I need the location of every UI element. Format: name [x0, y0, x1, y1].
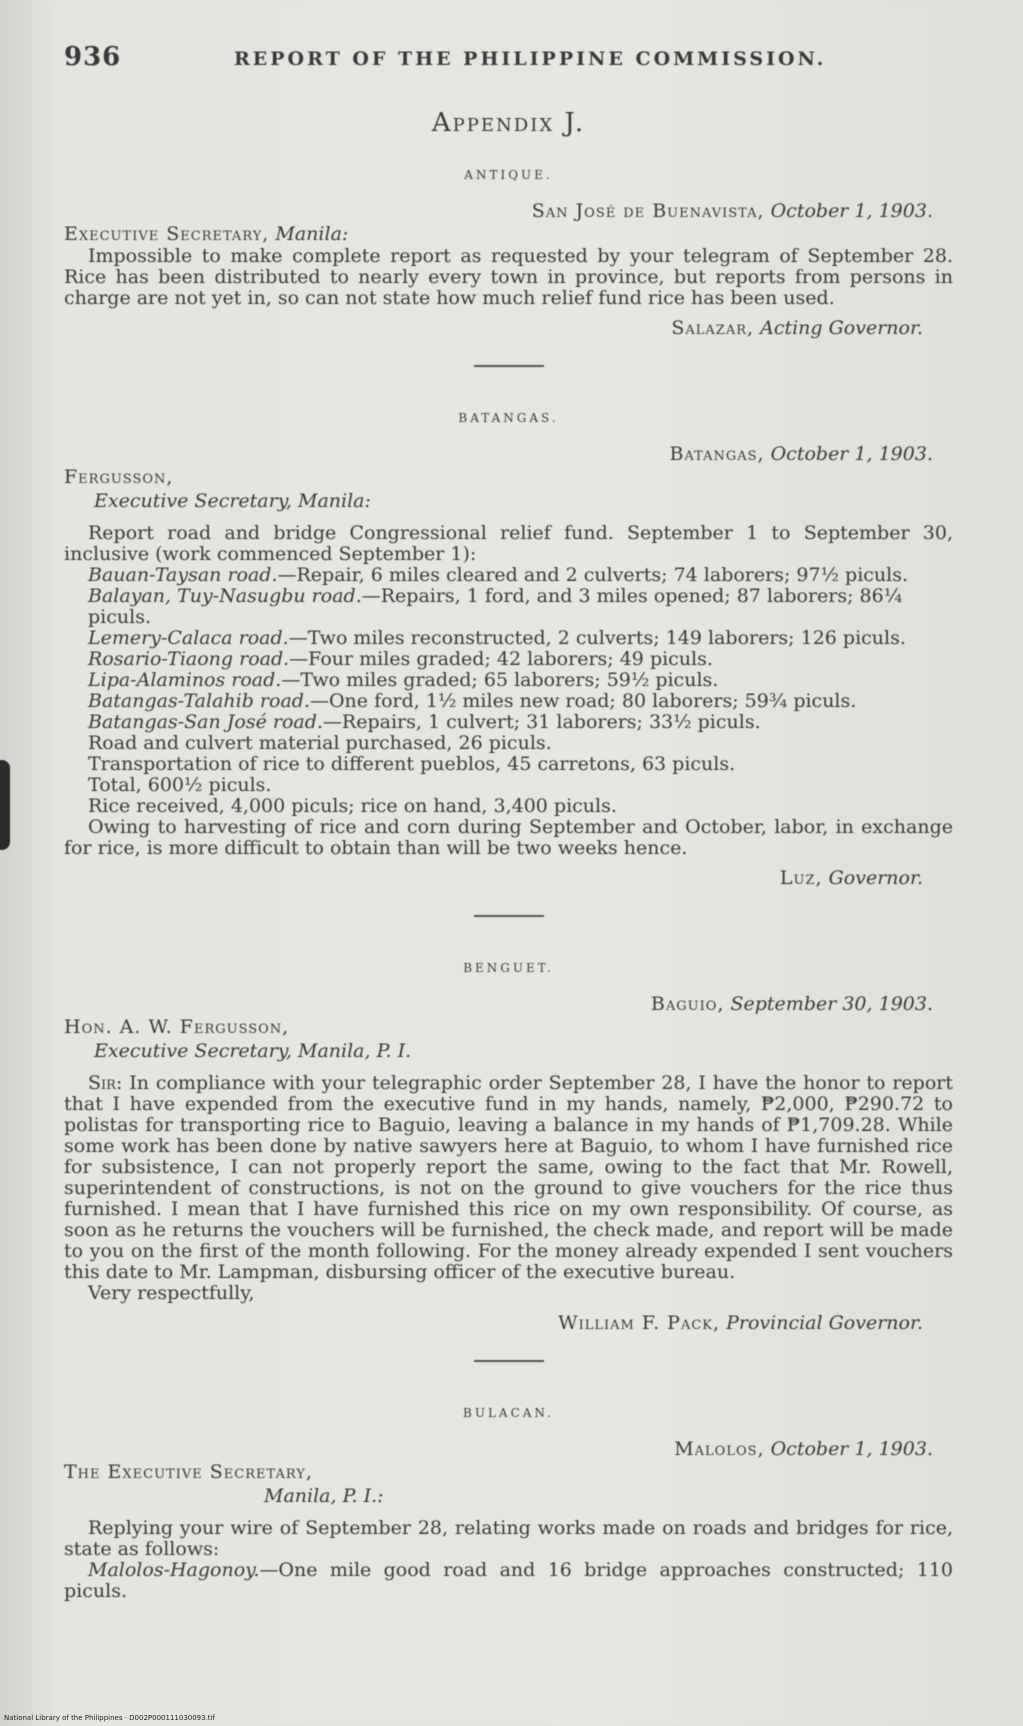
road-item: [64, 670, 953, 691]
dateline-date: October 1, 1903.: [770, 1438, 933, 1460]
dateline-date: September 30, 1903.: [730, 993, 933, 1015]
running-head: [64, 42, 953, 72]
road-detail: —Repairs, 1 ford, and 3 miles opened; 87 laborers; 86¼ piculs.: [88, 585, 903, 628]
complimentary-close: Very respectfully,: [88, 1282, 255, 1304]
addressee-name: Hon. A. W. Fergusson,: [64, 1016, 290, 1038]
summary-line: Rice received, 4,000 piculs; rice on hand, 3,400 piculs.: [88, 795, 617, 817]
section-divider: [474, 365, 544, 367]
signature-title: Provincial Governor.: [726, 1312, 923, 1334]
road-name: Rosario-Tiaong road.: [88, 648, 290, 670]
scan-footer: National Library of the Philippines · D002P000111030093.tif: [4, 1714, 215, 1722]
letter-body: Impossible to make complete report as requested by your telegram of September 28. Rice has been distributed to nearly every town in province, but reports from persons in charge are not yet in, so can not state how much relief fund rice has been used.: [64, 245, 953, 309]
summary-line: Transportation of rice to different pueblos, 45 carretons, 63 piculs.: [88, 753, 736, 775]
road-items: [64, 565, 953, 733]
road-name: Balayan, Tuy-Nasugbu road.: [88, 585, 362, 607]
report-intro: Report road and bridge Congressional relief fund. September 1 to September 30, inclusive (work commenced September 1):: [64, 522, 953, 565]
letter-text: In compliance with your telegraphic order September 28, I have the honor to report that I have expended from the executive fund in my hands, namely, ₱2,000, ₱290.72 to polistas for transporting rice to Baguio, leaving a balance in my hands of ₱1,709.28. While some work has been done by native sawyers here at Baguio, to whom I have furnished rice for subsistence, I can not properly report the same, owing to the fact that Mr. Rowell, superintendent of constructions, is not on the ground to give vouchers for the rice thus furnished. I mean that I have furnished this rice on my own responsibility. Of course, as soon as he returns the vouchers will be furnished, the check made, and report will be made to you on the first of the month following. For the money already expended I sent vouchers this date to Mr. Lampman, disbursing officer of the executive bureau.: [64, 1072, 953, 1283]
signature: [64, 317, 923, 339]
addressee-name: Executive Secretary,: [64, 223, 270, 245]
road-name: Batangas-San José road.: [88, 711, 323, 733]
signature: [64, 1312, 923, 1334]
letter-body: [64, 1073, 953, 1283]
dateline-place: Batangas,: [669, 443, 765, 465]
addressee-location: Manila, P. I.:: [264, 1485, 384, 1507]
addressee-name: Fergusson,: [64, 466, 174, 488]
road-detail: —Repair, 6 miles cleared and 2 culverts; 74 laborers; 97½ piculs.: [277, 564, 909, 586]
road-name: Batangas-Talahib road.: [88, 690, 310, 712]
road-name: Lemery-Calaca road.: [88, 627, 289, 649]
road-detail: —Four miles graded; 42 laborers; 49 piculs.: [289, 648, 713, 670]
page-number: 936: [64, 42, 122, 72]
running-title: REPORT OF THE PHILIPPINE COMMISSION.: [234, 48, 827, 70]
dateline: [64, 1438, 933, 1460]
dateline-place: Malolos,: [674, 1438, 765, 1460]
road-item: [64, 649, 953, 670]
section-antique: [64, 168, 953, 339]
summary-lines: [64, 733, 953, 817]
road-detail: —Two miles reconstructed, 2 culverts; 149 laborers; 126 piculs.: [288, 627, 906, 649]
road-detail: —Repairs, 1 culvert; 31 laborers; 33½ piculs.: [322, 711, 761, 733]
section-divider: [474, 915, 544, 917]
signature: [64, 867, 923, 889]
dateline: [64, 443, 933, 465]
signature-name: William F. Pack,: [558, 1312, 721, 1334]
road-detail: —One mile good road and 16 bridge approaches constructed; 110 piculs.: [64, 1559, 953, 1602]
summary-line: Road and culvert material purchased, 26 piculs.: [88, 732, 552, 754]
addressee: [64, 465, 953, 513]
addressee: [64, 222, 953, 246]
addressee-name: The Executive Secretary,: [64, 1461, 313, 1483]
letter-body: Replying your wire of September 28, relating works made on roads and bridges for rice, state as follows:: [64, 1517, 953, 1560]
dateline: [64, 993, 933, 1015]
road-name: Malolos-Hagonoy.: [88, 1559, 260, 1581]
dateline-place: San José de Buenavista,: [531, 200, 765, 222]
salutation: Sir:: [88, 1072, 123, 1094]
dateline-place: Baguio,: [650, 993, 725, 1015]
addressee: [64, 1460, 953, 1508]
addressee-title: Executive Secretary, Manila, P. I.: [94, 1040, 412, 1062]
road-name: Lipa-Alaminos road.: [88, 669, 282, 691]
addressee-location: Manila:: [275, 223, 349, 245]
dateline-date: October 1, 1903.: [770, 443, 933, 465]
section-bulacan: [64, 1406, 953, 1602]
road-detail: —Two miles graded; 65 laborers; 59½ piculs.: [281, 669, 719, 691]
addressee-title: Executive Secretary, Manila:: [94, 490, 371, 512]
binding-shadow: [0, 760, 10, 850]
section-heading: BENGUET.: [463, 961, 554, 975]
section-batangas: [64, 411, 953, 889]
summary-line: Total, 600½ piculs.: [88, 774, 272, 796]
signature-name: Luz,: [779, 867, 823, 889]
road-item: [64, 586, 953, 628]
signature-title: Governor.: [828, 867, 923, 889]
road-name: Bauan-Taysan road.: [88, 564, 278, 586]
dateline: [64, 200, 933, 222]
section-heading: BATANGAS.: [458, 411, 559, 425]
road-item: [64, 565, 953, 586]
signature-title: Acting Governor.: [760, 317, 923, 339]
addressee: [64, 1015, 953, 1063]
appendix-title: Appendix J.: [431, 108, 586, 138]
section-divider: [474, 1360, 544, 1362]
section-benguet: [64, 961, 953, 1334]
road-item: [64, 1560, 953, 1602]
road-item: [64, 712, 953, 733]
road-item: [64, 628, 953, 649]
road-detail: —One ford, 1½ miles new road; 80 laborers; 59¾ piculs.: [309, 690, 857, 712]
road-item: [64, 691, 953, 712]
report-closing: Owing to harvesting of rice and corn during September and October, labor, in exchange for rice, is more difficult to obtain than will be two weeks hence.: [64, 816, 953, 859]
dateline-date: October 1, 1903.: [770, 200, 933, 222]
signature-name: Salazar,: [671, 317, 755, 339]
section-heading: ANTIQUE.: [464, 168, 553, 182]
section-heading: BULACAN.: [463, 1406, 554, 1420]
